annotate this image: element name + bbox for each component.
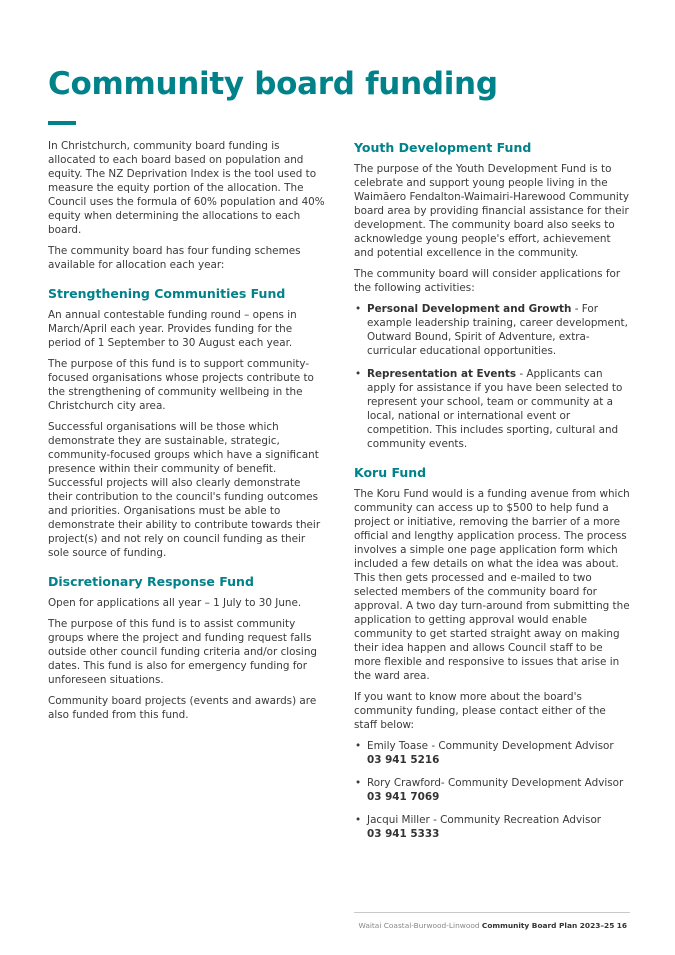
contact-name: Jacqui Miller - Community Recreation Advisor	[367, 814, 602, 826]
bullet-icon: •	[355, 814, 362, 826]
youth-heading: Youth Development Fund	[354, 140, 532, 155]
contact-phone: 03 941 7069	[367, 791, 440, 803]
bullet-icon: •	[355, 303, 362, 315]
activity-text: - Applicants can apply for assistance if you have been selected to represent your school, team or community at a local, national or international event or competition. This includes sporting, cultural and community events.	[367, 368, 623, 450]
koru-paragraph: If you want to know more about the board's community funding, please contact either of the staff below:	[354, 691, 606, 731]
koru-heading: Koru Fund	[354, 465, 427, 480]
discretionary-paragraph: Open for applications all year – 1 July to 30 June.	[48, 597, 302, 609]
strengthening-heading: Strengthening Communities Fund	[48, 286, 286, 301]
contact-phone: 03 941 5333	[367, 828, 440, 840]
activities-list	[354, 302, 630, 451]
youth-paragraph: The purpose of the Youth Development Fund is to celebrate and support young people living in the Waimāero Fendalton-Waimairi-Harewood Community board area by providing financial assistance for their development. The community board also seeks to acknowledge young people's effort, achievement and potential excellence in the community.	[354, 163, 630, 259]
footer-board-name: Waitai Coastal-Burwood-Linwood	[358, 921, 480, 930]
page-title: Community board funding	[48, 66, 498, 102]
strengthening-paragraph: Successful organisations will be those which demonstrate they are sustainable, strategic, community-focused groups which have a significant presence within their community of benefit. Successful projects will also clearly demonstrate their contribution to the council's funding outcomes and priorities. Organisations must be able to demonstrate their ability to contribute towards their project(s) and not rely on council funding as their sole source of funding.	[48, 421, 321, 559]
discretionary-heading: Discretionary Response Fund	[48, 574, 254, 589]
bullet-icon: •	[355, 777, 362, 789]
page-footer	[358, 921, 627, 930]
list-item	[354, 813, 630, 841]
contacts-list	[354, 739, 630, 841]
contact-name: Rory Crawford- Community Development Advisor	[367, 777, 624, 789]
footer-divider	[354, 912, 630, 913]
youth-paragraph: The community board will consider applications for the following activities:	[354, 268, 621, 294]
discretionary-paragraph: The purpose of this fund is to assist community groups where the project and funding request falls outside other council funding criteria and/or closing dates. This fund is also for emergency funding for unforeseen situations.	[48, 618, 318, 686]
list-item	[354, 776, 630, 804]
contact-name: Emily Toase - Community Development Advisor	[367, 740, 614, 752]
activity-label: Personal Development and Growth	[367, 303, 572, 315]
list-item	[354, 367, 630, 451]
title-underline	[48, 121, 76, 125]
left-column	[48, 139, 326, 729]
bullet-icon: •	[355, 740, 362, 752]
list-item	[354, 739, 630, 767]
intro-paragraph: The community board has four funding schemes available for allocation each year:	[48, 245, 301, 271]
strengthening-paragraph: An annual contestable funding round – opens in March/April each year. Provides funding for the period of 1 September to 30 August each year.	[48, 309, 297, 349]
intro-paragraph: In Christchurch, community board funding is allocated to each board based on population and equity. The NZ Deprivation Index is the tool used to measure the equity portion of the allocation. The Council uses the formula of 60% population and 40% equity when determining the allocations to each board.	[48, 140, 325, 236]
activity-label: Representation at Events	[367, 368, 517, 380]
right-column	[354, 139, 630, 850]
koru-paragraph: The Koru Fund would is a funding avenue from which community can access up to $500 to help fund a project or initiative, removing the barrier of a more official and lengthy application process. The process involves a simple one page application form which included a few details on what the idea was about. This then gets processed and e-mailed to two selected members of the community board for approval. A two day turn-around from submitting the application to getting approval would enable community to get started straight away on making their idea happen and allows Council staff to be more flexible and responsive to issues that arise in the ward area.	[354, 488, 630, 682]
bullet-icon: •	[355, 368, 362, 380]
discretionary-paragraph: Community board projects (events and awards) are also funded from this fund.	[48, 695, 317, 721]
strengthening-paragraph: The purpose of this fund is to support community-focused organisations whose projects contribute to the strengthening of community wellbeing in the Christchurch city area.	[48, 358, 314, 412]
list-item	[354, 302, 630, 358]
footer-plan-title: Community Board Plan 2023–25	[481, 921, 615, 930]
activity-text: - For example leadership training, career development, Outward Bound, Spirit of Adventure, extra-curricular educational opportunities.	[367, 303, 628, 357]
contact-phone: 03 941 5216	[367, 754, 440, 766]
footer-page-number: 16	[616, 921, 627, 930]
